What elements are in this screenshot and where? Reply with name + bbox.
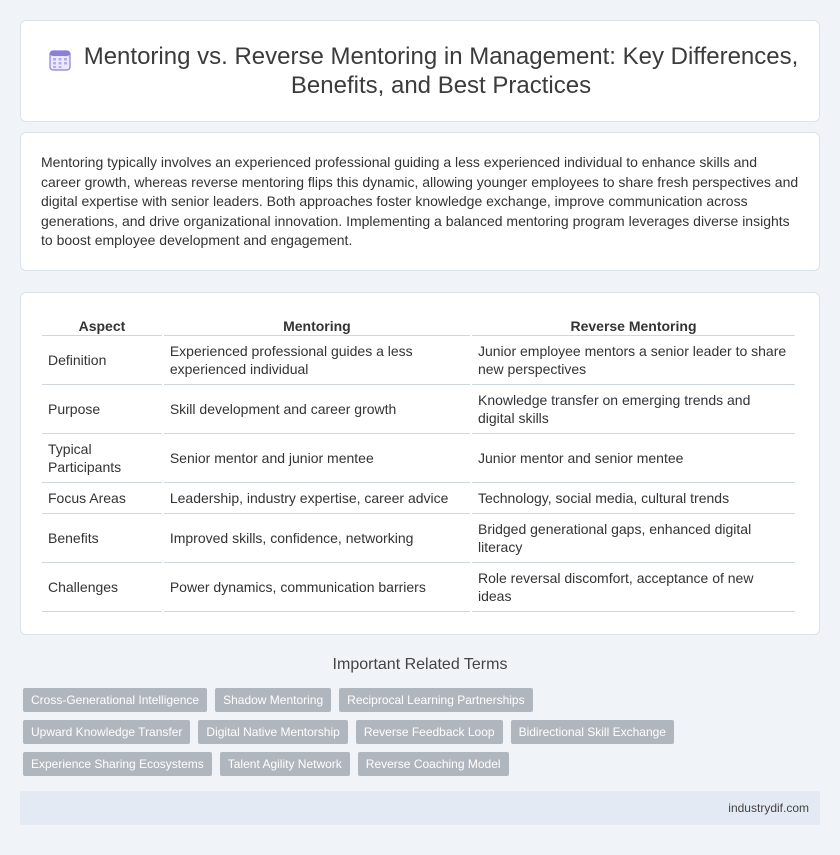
tag[interactable]: Bidirectional Skill Exchange	[511, 720, 674, 744]
table-header-row	[42, 313, 795, 336]
cell-mentoring: Experienced professional guides a less experienced individual	[164, 336, 470, 385]
cell-mentoring: Skill development and career growth	[164, 385, 470, 434]
header-reverse-mentoring: Reverse Mentoring	[472, 313, 795, 336]
comparison-table	[40, 313, 797, 612]
cell-mentoring: Leadership, industry expertise, career advice	[164, 483, 470, 514]
cell-aspect: Purpose	[42, 385, 162, 434]
cell-aspect: Focus Areas	[42, 483, 162, 514]
tag[interactable]: Reciprocal Learning Partnerships	[339, 688, 532, 712]
summary-card	[20, 132, 820, 271]
footer	[20, 791, 820, 825]
tag[interactable]: Upward Knowledge Transfer	[23, 720, 190, 744]
summary-text: Mentoring typically involves an experienced professional guiding a less experienced individual to enhance skills and career growth, whereas reverse mentoring flips this dynamic, allowing younger employees to share fresh perspectives and digital expertise with senior leaders. Both approaches foster knowledge exchange, improve communication across generations, and drive organizational innovation. Implementing a balanced mentoring program leverages diverse insights to boost employee development and engagement.	[41, 154, 799, 249]
cell-reverse-mentoring: Bridged generational gaps, enhanced digital literacy	[472, 514, 795, 563]
tag[interactable]: Reverse Coaching Model	[358, 752, 509, 776]
comparison-table-card	[20, 292, 820, 635]
cell-reverse-mentoring: Junior employee mentors a senior leader to share new perspectives	[472, 336, 795, 385]
cell-reverse-mentoring: Junior mentor and senior mentee	[472, 434, 795, 483]
related-terms-tags	[23, 688, 703, 784]
cell-aspect: Definition	[42, 336, 162, 385]
table-row	[42, 434, 795, 483]
tag[interactable]: Digital Native Mentorship	[198, 720, 347, 744]
table-row	[42, 563, 795, 612]
page-title: Mentoring vs. Reverse Mentoring in Management: Key Differences, Benefits, and Best Practices	[83, 43, 799, 99]
table-row	[42, 514, 795, 563]
table-row	[42, 336, 795, 385]
cell-reverse-mentoring: Role reversal discomfort, acceptance of new ideas	[472, 563, 795, 612]
header-aspect: Aspect	[42, 313, 162, 336]
cell-mentoring: Senior mentor and junior mentee	[164, 434, 470, 483]
tag[interactable]: Experience Sharing Ecosystems	[23, 752, 212, 776]
cell-reverse-mentoring: Technology, social media, cultural trends	[472, 483, 795, 514]
cell-aspect: Benefits	[42, 514, 162, 563]
tag[interactable]: Talent Agility Network	[220, 752, 350, 776]
footer-site-link[interactable]: industrydif.com	[728, 801, 809, 815]
cell-aspect: Challenges	[42, 563, 162, 612]
title-card	[20, 20, 820, 122]
header-mentoring: Mentoring	[164, 313, 470, 336]
table-row	[42, 483, 795, 514]
cell-aspect: Typical Participants	[42, 434, 162, 483]
tag[interactable]: Shadow Mentoring	[215, 688, 331, 712]
tag[interactable]: Reverse Feedback Loop	[356, 720, 503, 744]
related-terms-title: Important Related Terms	[332, 656, 508, 673]
cell-reverse-mentoring: Knowledge transfer on emerging trends and digital skills	[472, 385, 795, 434]
cell-mentoring: Power dynamics, communication barriers	[164, 563, 470, 612]
table-row	[42, 385, 795, 434]
cell-mentoring: Improved skills, confidence, networking	[164, 514, 470, 563]
tag[interactable]: Cross-Generational Intelligence	[23, 688, 207, 712]
